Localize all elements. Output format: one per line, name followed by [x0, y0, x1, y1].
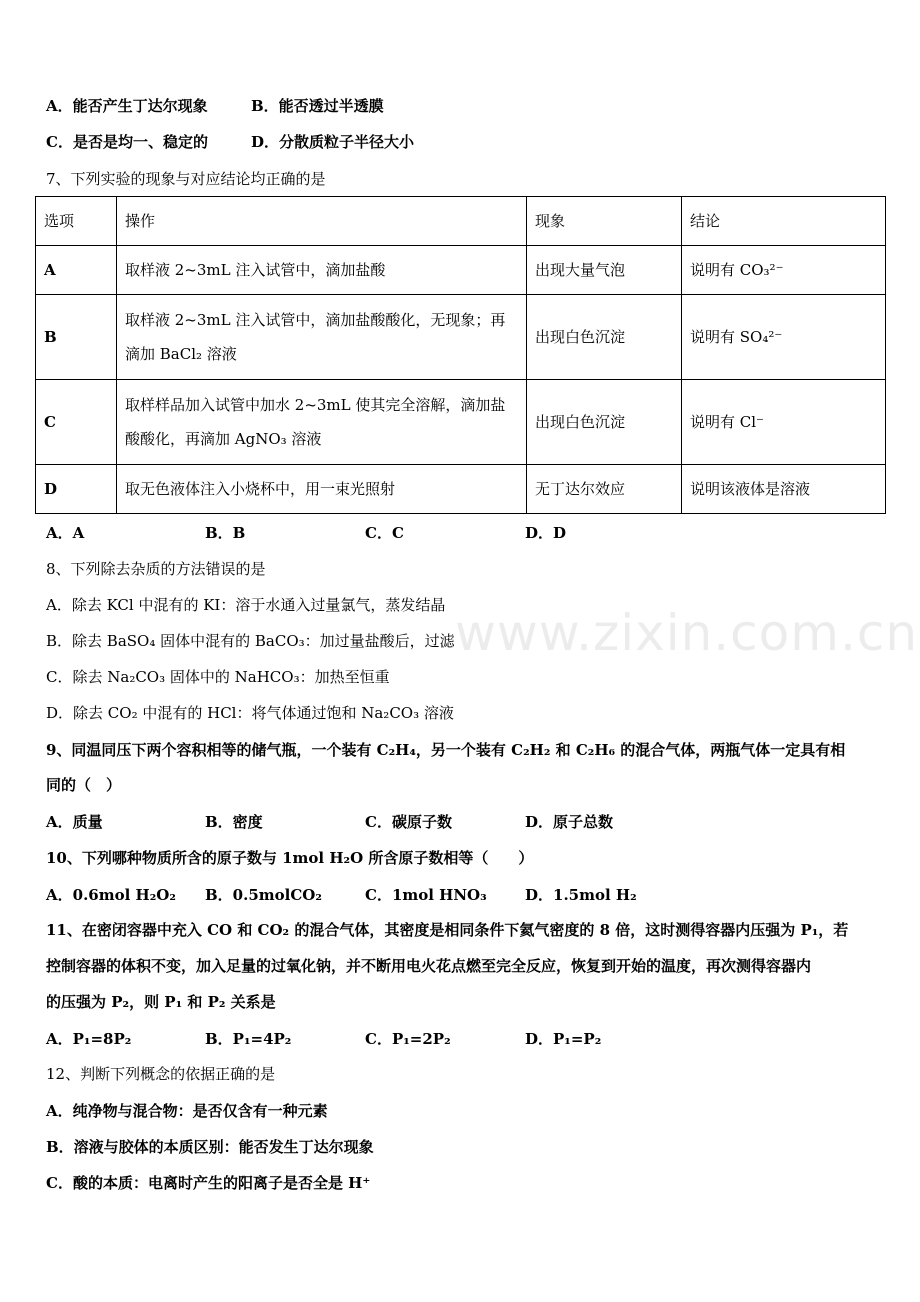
- table-row: [36, 295, 886, 380]
- q9-option-c: C．碳原子数: [365, 813, 452, 831]
- q8-option-c: C．除去 Na₂CO₃ 固体中的 NaHCO₃：加热至恒重: [46, 668, 390, 686]
- watermark-text: www.zixin.com.cn: [455, 604, 919, 662]
- q7-row-a-label: A: [36, 246, 117, 295]
- q7-row-c-conclusion: 说明有 Cl⁻: [682, 380, 886, 465]
- q7-row-c-label: C: [36, 380, 117, 465]
- q12-option-a: A．纯净物与混合物：是否仅含有一种元素: [46, 1102, 328, 1120]
- q11-option-a: A．P₁=8P₂: [46, 1030, 132, 1048]
- q7-row-c-phenomenon: 出现白色沉淀: [527, 380, 682, 465]
- q10-stem: 10、下列哪种物质所含的原子数与 1mol H₂O 所含原子数相等（ ）: [46, 849, 534, 867]
- q6-option-b: B．能否透过半透膜: [251, 97, 384, 115]
- q11-option-c: C．P₁=2P₂: [365, 1030, 451, 1048]
- q7-table-header: [36, 197, 886, 246]
- q7-row-d-operation: 取无色液体注入小烧杯中，用一束光照射: [117, 465, 527, 514]
- q10-option-c: C．1mol HNO₃: [365, 886, 487, 904]
- q7-stem: 7、下列实验的现象与对应结论均正确的是: [46, 170, 326, 188]
- q7-row-a-conclusion: 说明有 CO₃²⁻: [682, 246, 886, 295]
- table-row: [36, 465, 886, 514]
- q7-row-a-phenomenon: 出现大量气泡: [527, 246, 682, 295]
- q7-row-a-operation: 取样液 2~3mL 注入试管中，滴加盐酸: [117, 246, 527, 295]
- q7-option-b: B．B: [205, 524, 246, 542]
- q7-option-c: C．C: [365, 524, 404, 542]
- q11-stem-line1: 11、在密闭容器中充入 CO 和 CO₂ 的混合气体，其密度是相同条件下氦气密度的 8 倍，这时测得容器内压强为 P₁，若: [46, 921, 849, 939]
- q7-header-phenomenon: 现象: [527, 197, 682, 246]
- q8-option-b: B．除去 BaSO₄ 固体中混有的 BaCO₃：加过量盐酸后，过滤: [46, 632, 455, 650]
- q9-stem-line2: 同的（ ）: [46, 776, 122, 794]
- q7-row-b-operation: 取样液 2~3mL 注入试管中，滴加盐酸酸化，无现象；再滴加 BaCl₂ 溶液: [117, 295, 527, 380]
- table-row: [36, 380, 886, 465]
- table-row: [36, 246, 886, 295]
- q9-stem-line1: 9、同温同压下两个容积相等的储气瓶，一个装有 C₂H₄，另一个装有 C₂H₂ 和 C₂H₆ 的混合气体，两瓶气体一定具有相: [46, 741, 846, 759]
- q7-row-b-conclusion: 说明有 SO₄²⁻: [682, 295, 886, 380]
- q7-row-b-label: B: [36, 295, 117, 380]
- q6-option-c: C．是否是均一、稳定的: [46, 133, 208, 151]
- q7-row-d-conclusion: 说明该液体是溶液: [682, 465, 886, 514]
- q7-option-d: D．D: [525, 524, 567, 542]
- q12-option-c: C．酸的本质：电离时产生的阳离子是否全是 H⁺: [46, 1174, 371, 1192]
- q10-option-b: B．0.5molCO₂: [205, 886, 322, 904]
- q9-option-b: B．密度: [205, 813, 263, 831]
- q12-stem: 12、判断下列概念的依据正确的是: [46, 1065, 276, 1083]
- q10-option-d: D．1.5mol H₂: [525, 886, 637, 904]
- q11-stem-line2: 控制容器的体积不变，加入足量的过氧化钠，并不断用电火花点燃至完全反应，恢复到开始的温度，再次测得容器内: [46, 957, 812, 975]
- q6-option-d: D．分散质粒子半径大小: [251, 133, 415, 151]
- q7-row-b-phenomenon: 出现白色沉淀: [527, 295, 682, 380]
- q10-option-a: A．0.6mol H₂O₂: [46, 886, 176, 904]
- q7-header-operation: 操作: [117, 197, 527, 246]
- q7-row-d-phenomenon: 无丁达尔效应: [527, 465, 682, 514]
- q9-option-a: A．质量: [46, 813, 103, 831]
- q7-row-d-label: D: [36, 465, 117, 514]
- q11-option-b: B．P₁=4P₂: [205, 1030, 292, 1048]
- q9-option-d: D．原子总数: [525, 813, 614, 831]
- q8-option-a: A．除去 KCl 中混有的 KI：溶于水通入过量氯气，蒸发结晶: [46, 596, 446, 614]
- q12-option-b: B．溶液与胶体的本质区别：能否发生丁达尔现象: [46, 1138, 374, 1156]
- q8-stem: 8、下列除去杂质的方法错误的是: [46, 560, 266, 578]
- q7-header-option: 选项: [36, 197, 117, 246]
- q6-option-a: A．能否产生丁达尔现象: [46, 97, 208, 115]
- q7-row-c-operation: 取样样品加入试管中加水 2~3mL 使其完全溶解，滴加盐酸酸化，再滴加 AgNO₃ 溶液: [117, 380, 527, 465]
- q7-option-a: A．A: [46, 524, 85, 542]
- q11-option-d: D．P₁=P₂: [525, 1030, 602, 1048]
- q11-stem-line3: 的压强为 P₂，则 P₁ 和 P₂ 关系是: [46, 993, 276, 1011]
- q8-option-d: D．除去 CO₂ 中混有的 HCl：将气体通过饱和 Na₂CO₃ 溶液: [46, 704, 454, 722]
- q7-header-conclusion: 结论: [682, 197, 886, 246]
- q7-table: [35, 196, 886, 514]
